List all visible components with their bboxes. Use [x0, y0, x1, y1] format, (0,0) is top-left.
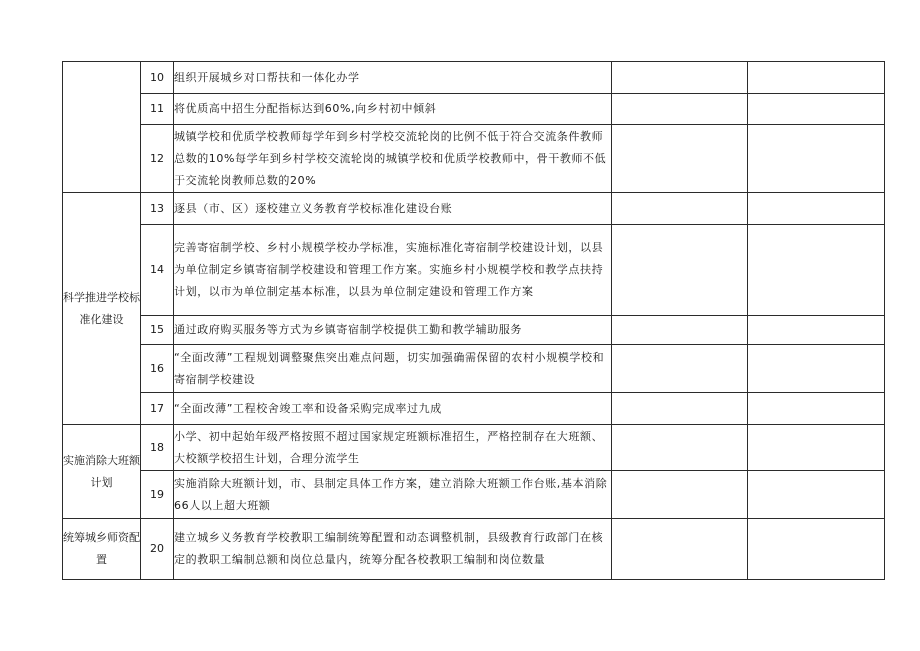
blank-cell — [748, 94, 885, 125]
blank-cell — [748, 316, 885, 345]
item-number: 12 — [141, 125, 174, 193]
table-row — [63, 62, 885, 94]
blank-cell — [748, 193, 885, 225]
blank-cell — [748, 393, 885, 425]
item-number: 17 — [141, 393, 174, 425]
table-row — [63, 94, 885, 125]
category-cell: 实施消除大班额计划 — [63, 425, 141, 519]
item-content: 城镇学校和优质学校教师每学年到乡村学校交流轮岗的比例不低于符合交流条件教师总数的10%每学年到乡村学校交流轮岗的城镇学校和优质学校教师中，骨干教师不低于交流轮岗教师总数的20% — [174, 125, 612, 193]
blank-cell — [612, 345, 748, 393]
item-content: “全面改薄”工程规划调整聚焦突出难点问题，切实加强确需保留的农村小规模学校和寄宿制学校建设 — [174, 345, 612, 393]
table-row — [63, 345, 885, 393]
table-row — [63, 193, 885, 225]
item-number: 14 — [141, 225, 174, 316]
table-row — [63, 316, 885, 345]
blank-cell — [612, 125, 748, 193]
item-number: 10 — [141, 62, 174, 94]
blank-cell — [748, 425, 885, 471]
category-cell — [63, 62, 141, 193]
table-row — [63, 393, 885, 425]
table-row — [63, 125, 885, 193]
blank-cell — [748, 345, 885, 393]
blank-cell — [612, 94, 748, 125]
blank-cell — [612, 471, 748, 519]
item-number: 20 — [141, 519, 174, 580]
item-number: 15 — [141, 316, 174, 345]
blank-cell — [748, 125, 885, 193]
table-row — [63, 471, 885, 519]
blank-cell — [748, 471, 885, 519]
item-content: “全面改薄”工程校舍竣工率和设备采购完成率过九成 — [174, 393, 612, 425]
blank-cell — [748, 519, 885, 580]
blank-cell — [748, 62, 885, 94]
category-cell: 科学推进学校标准化建设 — [63, 193, 141, 425]
item-content: 将优质高中招生分配指标达到60%,向乡村初中倾斜 — [174, 94, 612, 125]
item-content: 实施消除大班额计划，市、县制定具体工作方案，建立消除大班额工作台账,基本消除66人以上超大班额 — [174, 471, 612, 519]
item-number: 19 — [141, 471, 174, 519]
item-number: 18 — [141, 425, 174, 471]
item-number: 11 — [141, 94, 174, 125]
item-content: 建立城乡义务教育学校教职工编制统筹配置和动态调整机制，县级教育行政部门在核定的教职工编制总额和岗位总量内，统筹分配各校教职工编制和岗位数量 — [174, 519, 612, 580]
blank-cell — [612, 62, 748, 94]
blank-cell — [612, 425, 748, 471]
blank-cell — [612, 316, 748, 345]
table-row — [63, 519, 885, 580]
category-cell: 统筹城乡师资配置 — [63, 519, 141, 580]
item-number: 16 — [141, 345, 174, 393]
blank-cell — [748, 225, 885, 316]
item-content: 完善寄宿制学校、乡村小规模学校办学标准，实施标准化寄宿制学校建设计划，以县为单位制定乡镇寄宿制学校建设和管理工作方案。实施乡村小规模学校和教学点扶持计划，以市为单位制定基本标准，以县为单位制定建设和管理工作方案 — [174, 225, 612, 316]
blank-cell — [612, 193, 748, 225]
blank-cell — [612, 519, 748, 580]
item-content: 逐县（市、区）逐校建立义务教育学校标准化建设台账 — [174, 193, 612, 225]
item-content: 组织开展城乡对口帮扶和一体化办学 — [174, 62, 612, 94]
item-content: 小学、初中起始年级严格按照不超过国家规定班额标准招生，严格控制存在大班额、大校额学校招生计划，合理分流学生 — [174, 425, 612, 471]
table-row — [63, 425, 885, 471]
task-table — [62, 61, 885, 580]
blank-cell — [612, 225, 748, 316]
item-number: 13 — [141, 193, 174, 225]
table-row — [63, 225, 885, 316]
item-content: 通过政府购买服务等方式为乡镇寄宿制学校提供工勤和教学辅助服务 — [174, 316, 612, 345]
blank-cell — [612, 393, 748, 425]
